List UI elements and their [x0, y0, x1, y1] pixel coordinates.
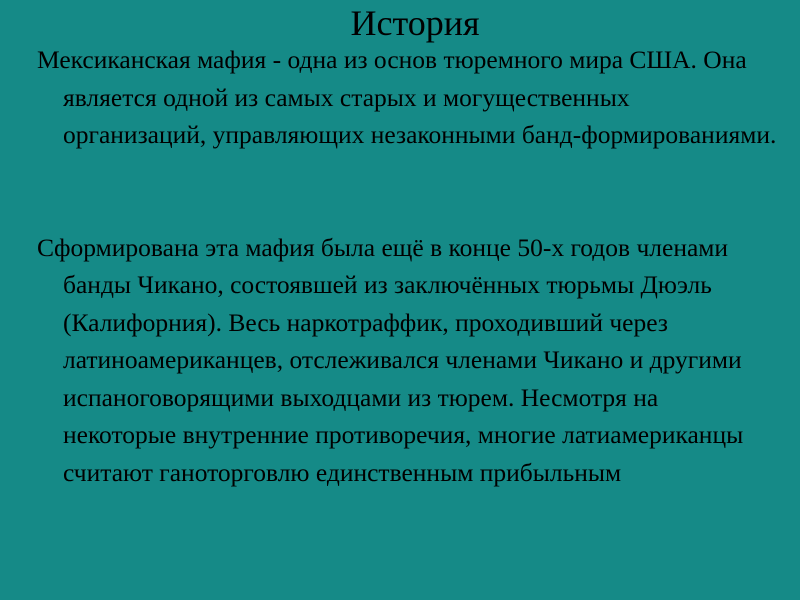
paragraph-mafia-formation: Сформирована эта мафия была ещё в конце 50-х годов членами банды Чикано, состоявшей из заключённых тюрьмы Дюэль (Калифорния). Весь наркотраффик, проходивший через латиноамериканцев, отслеживался членами Чикано и другими испаноговорящими выходцами из тюрем. Несмотря на некоторые внутренние противоречия, многие латиамериканцы считают ганоторговлю единственным прибыльным [37, 232, 744, 487]
paragraph-spacer [37, 154, 777, 229]
slide-body [37, 41, 777, 491]
slide-title: История [350, 3, 480, 43]
paragraph-mafia-intro: Мексиканская мафия - одна из основ тюремного мира США. Она является одной из самых старых и могущественных организаций, управляющих незаконными банд-формированиями. [37, 45, 777, 149]
